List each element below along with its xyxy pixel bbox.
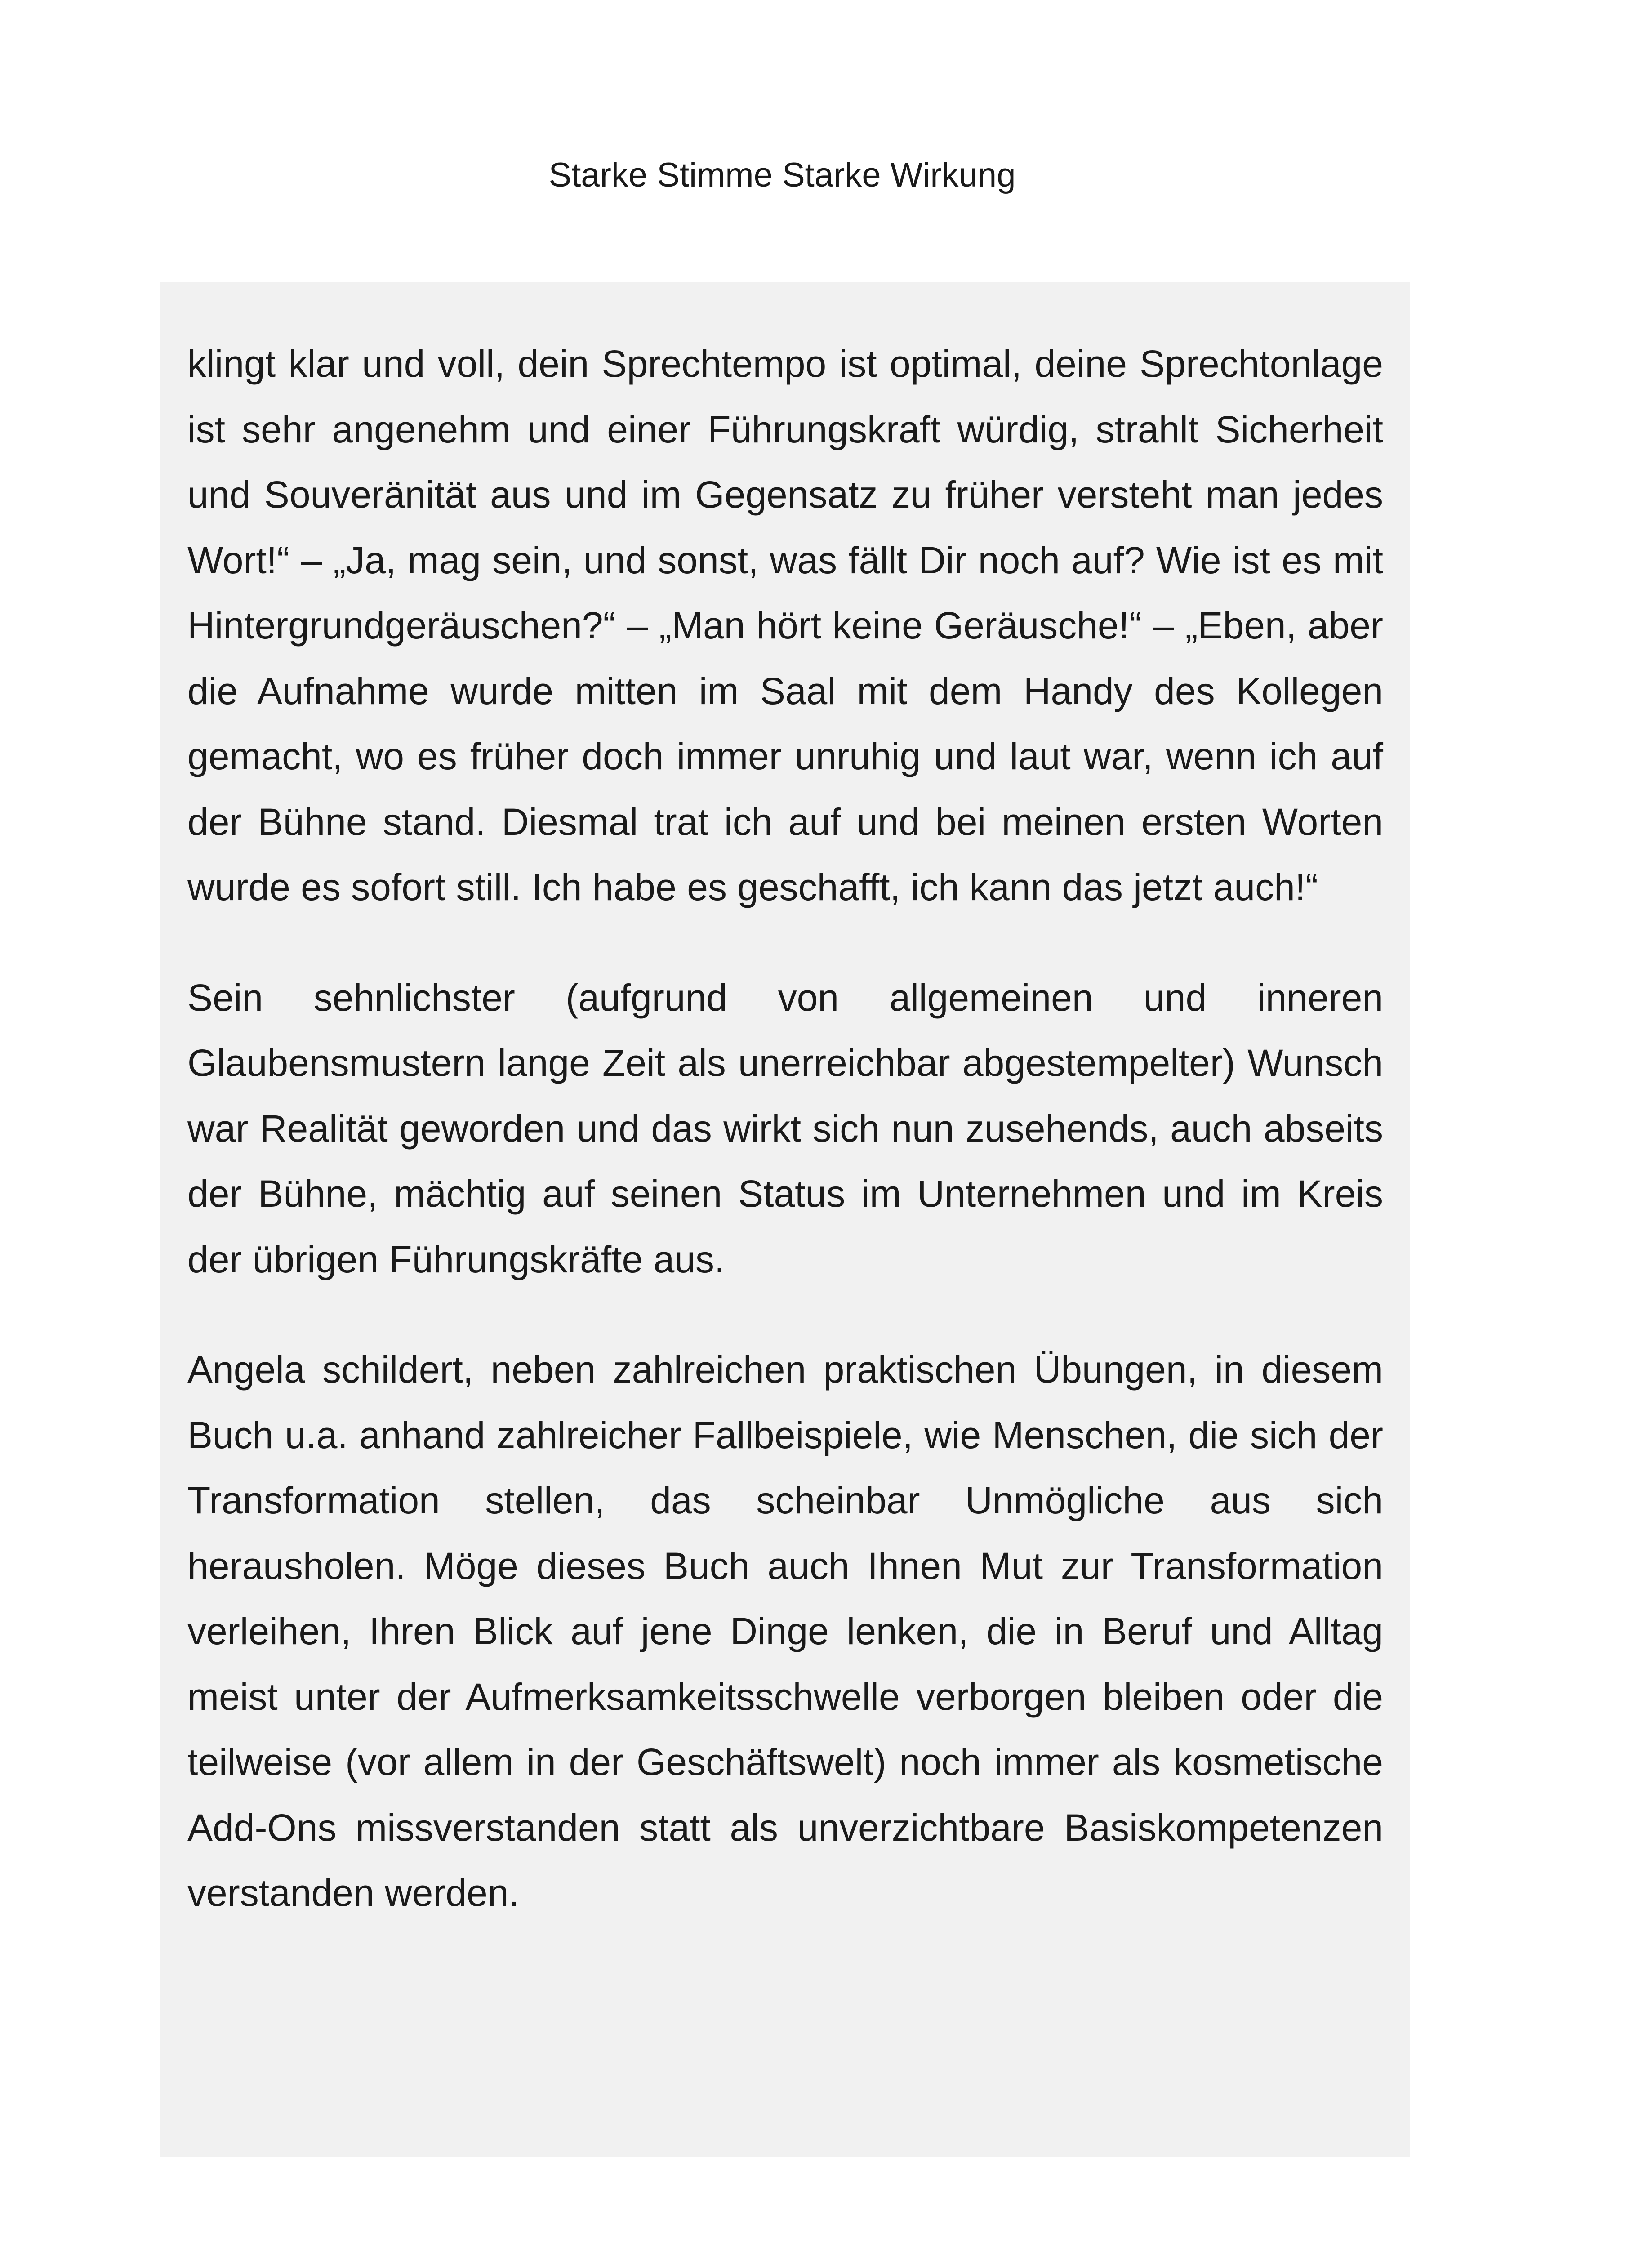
paragraph-1: klingt klar und voll, dein Sprechtempo ist optimal, deine Sprechtonlage ist sehr angenehm und einer Führungskraft würdig, strahlt Sicherheit und Souveränität aus und im Gegensatz zu früher versteht man jedes Wort!“ – „Ja, mag sein, und sonst, was fällt Dir noch auf? Wie ist es mit Hintergrundgeräuschen?“ – „Man hört keine Geräusche!“ – „Eben, aber die Aufnahme wurde mitten im Saal mit dem Handy des Kollegen gemacht, wo es früher doch immer unruhig und laut war, wenn ich auf der Bühne stand. Diesmal trat ich auf und bei meinen ersten Worten wurde es sofort still. Ich habe es geschafft, ich kann das jetzt auch!“ xyxy=(187,343,1383,908)
running-header-title: Starke Stimme Starke Wirkung xyxy=(548,156,1016,194)
paragraph-3: Angela schildert, neben zahlreichen praktischen Übungen, in diesem Buch u.a. anhand zahlreicher Fallbeispiele, wie Menschen, die sich der Transformation stellen, das scheinbar Unmögliche aus sich herausholen. Möge dieses Buch auch Ihnen Mut zur Transformation verleihen, Ihren Blick auf jene Dinge lenken, die in Beruf und Alltag meist unter der Aufmerksamkeitsschwelle verborgen bleiben oder die teilweise (vor allem in der Geschäftswelt) noch immer als kosmetische Add-Ons missverstanden statt als unverzichtbare Basiskompetenzen verstanden werden. xyxy=(187,1348,1383,1914)
content-box xyxy=(160,282,1410,2157)
paragraph-2: Sein sehnlichster (aufgrund von allgemeinen und inneren Glaubensmustern lange Zeit als unerreichbar abgestempelter) Wunsch war Realität geworden und das wirkt sich nun zusehends, auch abseits der Bühne, mächtig auf seinen Status im Unternehmen und im Kreis der übrigen Führungskräfte aus. xyxy=(187,976,1383,1280)
